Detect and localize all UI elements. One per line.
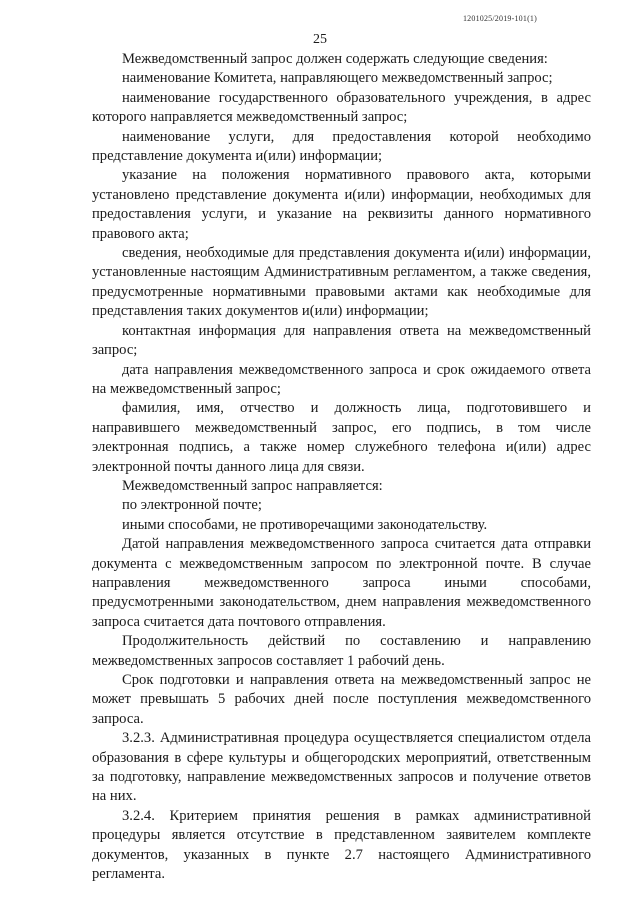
paragraph: наименование услуги, для предоставления которой необходимо представление документа и(или) информации; (92, 128, 591, 165)
page-number: 25 (313, 32, 327, 47)
paragraph: Продолжительность действий по составлению и направлению межведомственных запросов составляет 1 рабочий день. (92, 633, 591, 669)
document-body (92, 50, 591, 884)
paragraph: 3.2.4. Критерием принятия решения в рамках административной процедуры является отсутствие в представленном заявителем комплекте документов, указанных в пункте 2.7 настоящего Административного регламента. (92, 807, 591, 883)
paragraph: дата направления межведомственного запроса и срок ожидаемого ответа на межведомственный запрос; (92, 361, 591, 397)
paragraph: наименование Комитета, направляющего межведомственный запрос; (122, 70, 553, 87)
paragraph: сведения, необходимые для представления документа и(или) информации, установленные настоящим Административным регламентом, а также сведения, предусмотренные нормативными правовыми актами как необходимые для представления таких документов и(или) информации; (92, 245, 591, 320)
paragraph: наименование государственного образовательного учреждения, в адрес которого направляется межведомственный запрос; (92, 89, 591, 126)
paragraph: Межведомственный запрос направляется: (122, 477, 383, 494)
paragraph: указание на положения нормативного правового акта, которыми установлено представление документа и(или) информации, необходимых для предоставления услуги, и указание на реквизиты данного нормативного правового акта; (92, 167, 591, 242)
paragraph: иными способами, не противоречащими законодательству. (122, 516, 488, 533)
paragraph: Межведомственный запрос должен содержать следующие сведения: (122, 51, 548, 67)
document-code: 1201025/2019-101(1) (462, 14, 537, 23)
paragraph: Срок подготовки и направления ответа на межведомственный запрос не может превышать 5 рабочих дней после поступления межведомственного запроса. (92, 672, 591, 727)
paragraph: по электронной почте; (122, 497, 262, 514)
paragraph: фамилия, имя, отчество и должность лица, подготовившего и направившего межведомственный запрос, его подпись, в том числе электронная подпись, а также номер служебного телефона и(или) адрес электронной почты данного лица для связи. (92, 400, 591, 475)
paragraph: Датой направления межведомственного запроса считается дата отправки документа с межведомственным запросом по электронной почте. В случае направления межведомственного запроса иными способами, предусмотренными законодательством, днем направления межведомственного запроса считается дата почтового отправления. (92, 536, 591, 630)
paragraph: 3.2.3. Административная процедура осуществляется специалистом отдела образования в сфере культуры и общегородских мероприятий, ответственным за подготовку, направление межведомственных запросов и получение ответов на них. (92, 730, 591, 805)
paragraph: контактная информация для направления ответа на межведомственный запрос; (92, 322, 591, 359)
